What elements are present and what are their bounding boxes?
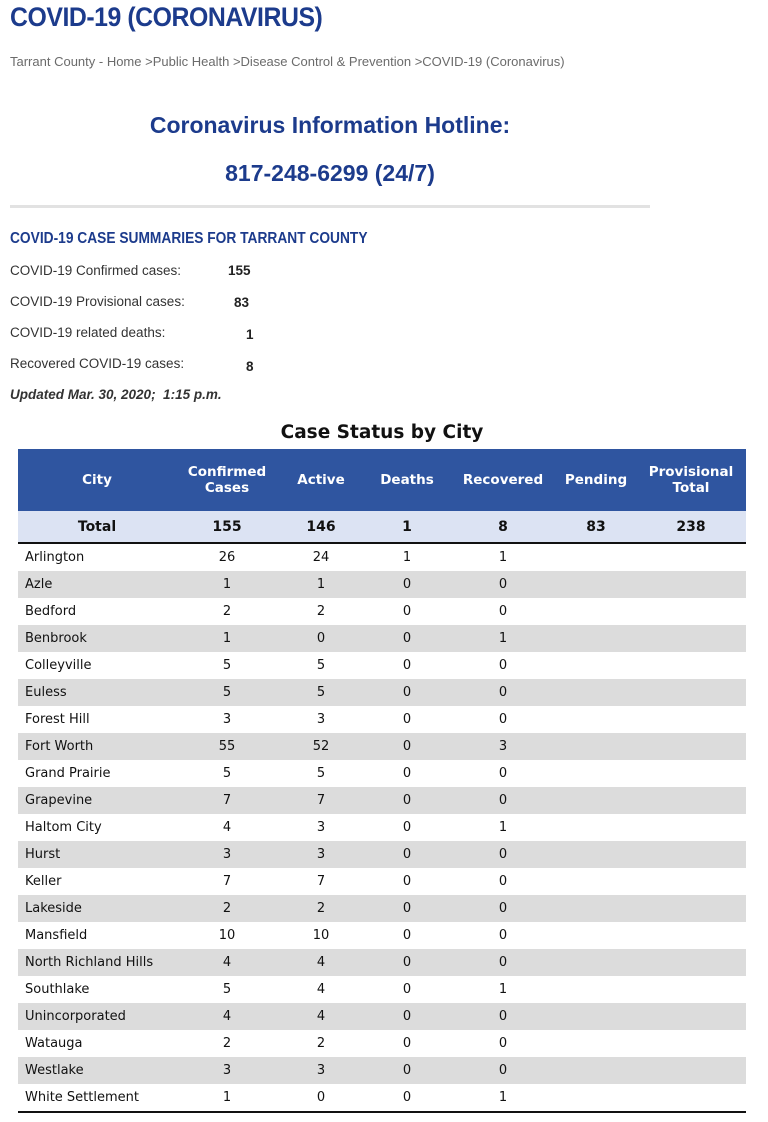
column-header-deaths: Deaths xyxy=(364,449,450,511)
table-cell xyxy=(556,679,636,706)
table-cell xyxy=(556,841,636,868)
table-cell xyxy=(636,598,746,625)
table-cell: 1 xyxy=(176,625,278,652)
column-header-provisional-total xyxy=(636,449,746,511)
table-row xyxy=(18,679,746,706)
table-row xyxy=(18,895,746,922)
section-divider xyxy=(10,205,650,208)
summary-row-provisional xyxy=(10,294,250,310)
table-cell: Lakeside xyxy=(18,895,176,922)
table-cell xyxy=(636,571,746,598)
table-cell: 5 xyxy=(176,679,278,706)
table-cell: 0 xyxy=(450,706,556,733)
table-cell xyxy=(556,652,636,679)
table-cell: 0 xyxy=(364,679,450,706)
table-row xyxy=(18,949,746,976)
table-cell: Haltom City xyxy=(18,814,176,841)
table-cell: 3 xyxy=(450,733,556,760)
summary-value: 8 xyxy=(246,359,254,374)
table-cell: 3 xyxy=(278,706,364,733)
table-cell xyxy=(556,895,636,922)
table-cell: 0 xyxy=(450,652,556,679)
table-caption: Case Status by City xyxy=(280,422,484,443)
table-cell: 0 xyxy=(364,598,450,625)
table-row xyxy=(18,814,746,841)
table-row xyxy=(18,760,746,787)
table-cell: North Richland Hills xyxy=(18,949,176,976)
table-cell: Hurst xyxy=(18,841,176,868)
table-cell: 0 xyxy=(364,949,450,976)
table-cell xyxy=(556,733,636,760)
table-cell: 1 xyxy=(450,1084,556,1112)
table-row xyxy=(18,841,746,868)
table-cell: Arlington xyxy=(18,543,176,571)
table-cell: 0 xyxy=(364,1003,450,1030)
table-cell: Watauga xyxy=(18,1030,176,1057)
column-header-recovered: Recovered xyxy=(450,449,556,511)
table-cell: 4 xyxy=(176,949,278,976)
breadcrumb-link-public-health[interactable]: Public Health xyxy=(152,54,230,69)
table-cell: 0 xyxy=(450,949,556,976)
table-cell: 5 xyxy=(176,652,278,679)
table-cell xyxy=(556,787,636,814)
table-cell: 1 xyxy=(450,543,556,571)
table-cell: 0 xyxy=(364,895,450,922)
table-cell: 24 xyxy=(278,543,364,571)
breadcrumb xyxy=(10,54,565,69)
table-cell: Forest Hill xyxy=(18,706,176,733)
breadcrumb-link-home[interactable]: Tarrant County - Home xyxy=(10,54,142,69)
table-cell xyxy=(636,760,746,787)
table-cell: Keller xyxy=(18,868,176,895)
table-cell xyxy=(636,543,746,571)
table-cell: 0 xyxy=(450,1003,556,1030)
table-row xyxy=(18,922,746,949)
table-cell xyxy=(636,706,746,733)
table-cell: Colleyville xyxy=(18,652,176,679)
table-row xyxy=(18,868,746,895)
table-cell: Euless xyxy=(18,679,176,706)
table-cell: 0 xyxy=(364,733,450,760)
table-cell xyxy=(556,625,636,652)
table-cell: Mansfield xyxy=(18,922,176,949)
table-cell xyxy=(556,706,636,733)
table-cell: White Settlement xyxy=(18,1084,176,1112)
table-cell xyxy=(556,760,636,787)
table-cell xyxy=(636,1003,746,1030)
table-cell: 1 xyxy=(450,625,556,652)
table-cell: 0 xyxy=(278,625,364,652)
table-row xyxy=(18,706,746,733)
summary-row-confirmed xyxy=(10,263,251,278)
table-cell xyxy=(636,949,746,976)
table-cell: 0 xyxy=(450,868,556,895)
table-cell: Azle xyxy=(18,571,176,598)
table-cell: 0 xyxy=(364,814,450,841)
hotline-phone: 817-248-6299 (24/7) xyxy=(225,160,435,186)
table-cell xyxy=(636,976,746,1003)
table-cell: 1 xyxy=(364,543,450,571)
table-row xyxy=(18,1084,746,1112)
table-cell: 4 xyxy=(278,1003,364,1030)
table-cell xyxy=(636,1084,746,1112)
table-cell: 0 xyxy=(450,1030,556,1057)
table-cell: 0 xyxy=(364,1084,450,1112)
table-cell: 0 xyxy=(364,1057,450,1084)
table-cell: 1 xyxy=(176,571,278,598)
table-row xyxy=(18,1030,746,1057)
table-cell: 3 xyxy=(278,814,364,841)
table-cell: 0 xyxy=(364,571,450,598)
column-header-label: Confirmed Cases xyxy=(187,464,267,496)
table-cell: Bedford xyxy=(18,598,176,625)
hotline-heading: Coronavirus Information Hotline: xyxy=(149,112,511,138)
table-cell xyxy=(556,598,636,625)
table-cell: Southlake xyxy=(18,976,176,1003)
table-row xyxy=(18,787,746,814)
table-cell: 0 xyxy=(364,1030,450,1057)
table-cell: 4 xyxy=(278,949,364,976)
table-row xyxy=(18,733,746,760)
table-cell: 0 xyxy=(450,679,556,706)
table-cell: Benbrook xyxy=(18,625,176,652)
table-cell: Unincorporated xyxy=(18,1003,176,1030)
summary-label: COVID-19 related deaths: xyxy=(10,325,166,340)
table-cell xyxy=(556,1084,636,1112)
table-row xyxy=(18,598,746,625)
breadcrumb-separator: > xyxy=(141,54,153,69)
table-cell: 1 xyxy=(278,571,364,598)
table-row xyxy=(18,1057,746,1084)
table-cell: 0 xyxy=(364,841,450,868)
table-cell: 3 xyxy=(176,1057,278,1084)
table-cell xyxy=(556,1030,636,1057)
table-cell: 0 xyxy=(364,760,450,787)
table-cell: 5 xyxy=(176,976,278,1003)
table-row xyxy=(18,571,746,598)
breadcrumb-separator: > xyxy=(229,54,241,69)
table-cell xyxy=(556,922,636,949)
table-cell: Total xyxy=(18,511,176,543)
table-cell: 2 xyxy=(176,895,278,922)
table-cell xyxy=(556,1057,636,1084)
updated-timestamp: Updated Mar. 30, 2020; 1:15 p.m. xyxy=(10,387,222,402)
table-cell: 52 xyxy=(278,733,364,760)
table-cell xyxy=(636,895,746,922)
table-cell xyxy=(556,976,636,1003)
table-row xyxy=(18,652,746,679)
table-cell: 238 xyxy=(636,511,746,543)
column-header-label: Provisional Total xyxy=(648,464,734,496)
table-cell: 3 xyxy=(278,1057,364,1084)
table-cell xyxy=(556,1003,636,1030)
summary-label: Recovered COVID-19 cases: xyxy=(10,356,185,371)
summary-heading: COVID-19 CASE SUMMARIES FOR TARRANT COUNTY xyxy=(10,230,368,247)
table-header-row xyxy=(18,449,746,511)
table-cell: 2 xyxy=(176,1030,278,1057)
table-cell xyxy=(636,652,746,679)
table-cell: 8 xyxy=(450,511,556,543)
breadcrumb-current: COVID-19 (Coronavirus) xyxy=(422,54,565,69)
table-cell xyxy=(636,814,746,841)
table-cell: 0 xyxy=(364,922,450,949)
table-cell: 7 xyxy=(278,787,364,814)
table-cell: 55 xyxy=(176,733,278,760)
case-status-table xyxy=(18,449,746,1113)
column-header-active: Active xyxy=(278,449,364,511)
table-cell xyxy=(556,571,636,598)
table-cell xyxy=(556,543,636,571)
table-cell: 7 xyxy=(176,868,278,895)
column-header-pending: Pending xyxy=(556,449,636,511)
table-cell xyxy=(556,868,636,895)
table-row xyxy=(18,1003,746,1030)
table-cell: 5 xyxy=(278,760,364,787)
table-cell: 3 xyxy=(176,841,278,868)
summary-value: 155 xyxy=(228,263,251,278)
table-cell: 0 xyxy=(450,922,556,949)
table-cell: 4 xyxy=(176,1003,278,1030)
column-header-city: City xyxy=(18,449,176,511)
summary-row-deaths xyxy=(10,325,254,342)
table-cell: 5 xyxy=(278,652,364,679)
table-cell: 4 xyxy=(278,976,364,1003)
table-cell: 1 xyxy=(364,511,450,543)
table-cell: Westlake xyxy=(18,1057,176,1084)
table-cell xyxy=(636,922,746,949)
table-cell xyxy=(636,787,746,814)
table-cell: 2 xyxy=(278,1030,364,1057)
table-cell: 10 xyxy=(176,922,278,949)
table-cell xyxy=(636,841,746,868)
table-cell: 4 xyxy=(176,814,278,841)
table-cell: 0 xyxy=(364,787,450,814)
table-cell xyxy=(636,625,746,652)
table-cell xyxy=(636,868,746,895)
table-total-row xyxy=(18,511,746,543)
table-cell: 0 xyxy=(450,841,556,868)
table-cell xyxy=(556,814,636,841)
breadcrumb-separator: > xyxy=(411,54,423,69)
table-cell xyxy=(636,1030,746,1057)
table-cell: 0 xyxy=(450,895,556,922)
breadcrumb-link-disease-control[interactable]: Disease Control & Prevention xyxy=(240,54,412,69)
table-cell: 0 xyxy=(364,868,450,895)
table-row xyxy=(18,976,746,1003)
table-cell xyxy=(636,1057,746,1084)
table-cell: 155 xyxy=(176,511,278,543)
table-cell: 0 xyxy=(450,787,556,814)
table-cell xyxy=(556,949,636,976)
table-cell: 3 xyxy=(176,706,278,733)
page-title: COVID-19 (CORONAVIRUS) xyxy=(10,2,323,32)
summary-row-recovered xyxy=(10,356,254,374)
table-cell: 7 xyxy=(278,868,364,895)
table-cell: 5 xyxy=(278,679,364,706)
table-cell: 26 xyxy=(176,543,278,571)
column-header-confirmed-cases xyxy=(176,449,278,511)
table-cell: Grapevine xyxy=(18,787,176,814)
table-cell xyxy=(636,733,746,760)
table-cell: Grand Prairie xyxy=(18,760,176,787)
table-cell: 0 xyxy=(364,976,450,1003)
summary-value: 1 xyxy=(246,327,254,342)
table-cell: 7 xyxy=(176,787,278,814)
table-cell: 2 xyxy=(176,598,278,625)
table-cell: 0 xyxy=(364,652,450,679)
table-cell: 0 xyxy=(450,760,556,787)
table-cell: 1 xyxy=(176,1084,278,1112)
table-cell: 0 xyxy=(364,625,450,652)
table-cell: 1 xyxy=(450,814,556,841)
table-row xyxy=(18,543,746,571)
table-cell: 2 xyxy=(278,598,364,625)
table-cell: 0 xyxy=(364,706,450,733)
table-cell: 2 xyxy=(278,895,364,922)
table-cell: 83 xyxy=(556,511,636,543)
summary-value: 83 xyxy=(234,295,250,310)
table-cell: 10 xyxy=(278,922,364,949)
summary-label: COVID-19 Confirmed cases: xyxy=(10,263,182,278)
table-cell: 0 xyxy=(450,1057,556,1084)
table-cell: Fort Worth xyxy=(18,733,176,760)
summary-label: COVID-19 Provisional cases: xyxy=(10,294,185,309)
table-cell: 3 xyxy=(278,841,364,868)
table-cell: 0 xyxy=(278,1084,364,1112)
table-cell: 146 xyxy=(278,511,364,543)
table-cell: 5 xyxy=(176,760,278,787)
table-row xyxy=(18,625,746,652)
table-cell xyxy=(636,679,746,706)
table-cell: 0 xyxy=(450,571,556,598)
table-cell: 1 xyxy=(450,976,556,1003)
table-cell: 0 xyxy=(450,598,556,625)
